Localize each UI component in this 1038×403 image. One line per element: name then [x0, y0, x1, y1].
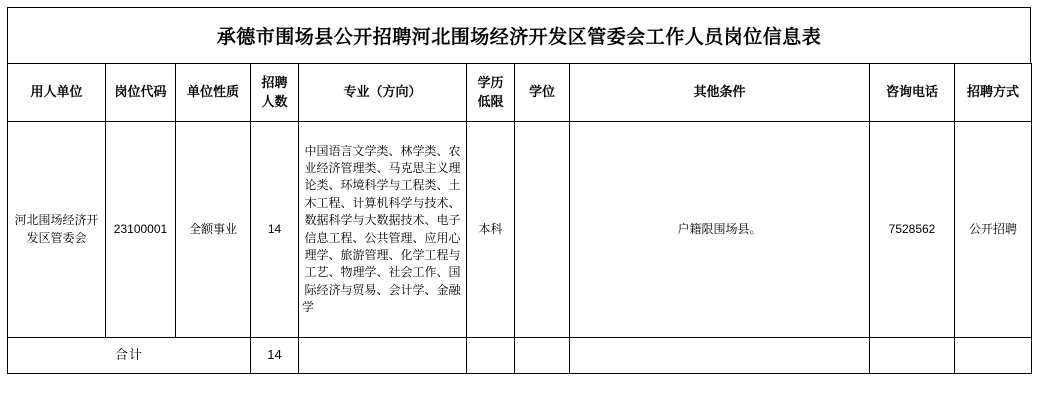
header-method: 招聘方式	[955, 64, 1032, 122]
total-phone	[870, 338, 955, 374]
total-degree	[515, 338, 570, 374]
cell-education: 本科	[467, 122, 515, 338]
total-method	[955, 338, 1032, 374]
cell-code: 23100001	[106, 122, 176, 338]
header-count-line2: 人数	[261, 93, 288, 109]
total-education	[467, 338, 515, 374]
header-education	[467, 64, 515, 122]
table-row	[8, 122, 1032, 338]
cell-degree	[515, 122, 570, 338]
cell-count: 14	[251, 122, 299, 338]
cell-major: 中国语言文学类、林学类、农业经济管理类、马克思主义理论类、环境科学与工程类、土木工程、计算机科学与技术、数据科学与大数据技术、电子信息工程、公共管理、应用心理学、旅游管理、化学工程与工艺、物理学、社会工作、国际经济与贸易、会计学、金融学	[299, 122, 467, 338]
page-title: 承德市围场县公开招聘河北围场经济开发区管委会工作人员岗位信息表	[216, 26, 822, 48]
total-count: 14	[251, 338, 299, 374]
header-count	[251, 64, 299, 122]
cell-method: 公开招聘	[955, 122, 1032, 338]
header-degree: 学位	[515, 64, 570, 122]
header-unit: 用人单位	[8, 64, 106, 122]
cell-other-conditions: 户籍限围场县。	[570, 122, 870, 338]
header-education-line1: 学历	[477, 74, 504, 90]
header-nature: 单位性质	[176, 64, 251, 122]
total-major	[299, 338, 467, 374]
header-education-line2: 低限	[477, 93, 504, 109]
header-major: 专业（方向）	[299, 64, 467, 122]
cell-nature: 全额事业	[176, 122, 251, 338]
job-info-table	[7, 63, 1032, 374]
table-header-row	[8, 64, 1032, 122]
header-phone: 咨询电话	[870, 64, 955, 122]
total-label: 合计	[8, 338, 251, 374]
document-title-bar	[7, 7, 1031, 64]
cell-phone: 7528562	[870, 122, 955, 338]
header-other-conditions: 其他条件	[570, 64, 870, 122]
cell-unit: 河北围场经济开发区管委会	[8, 122, 106, 338]
header-code: 岗位代码	[106, 64, 176, 122]
table-total-row	[8, 338, 1032, 374]
header-count-line1: 招聘	[261, 74, 288, 90]
total-other	[570, 338, 870, 374]
